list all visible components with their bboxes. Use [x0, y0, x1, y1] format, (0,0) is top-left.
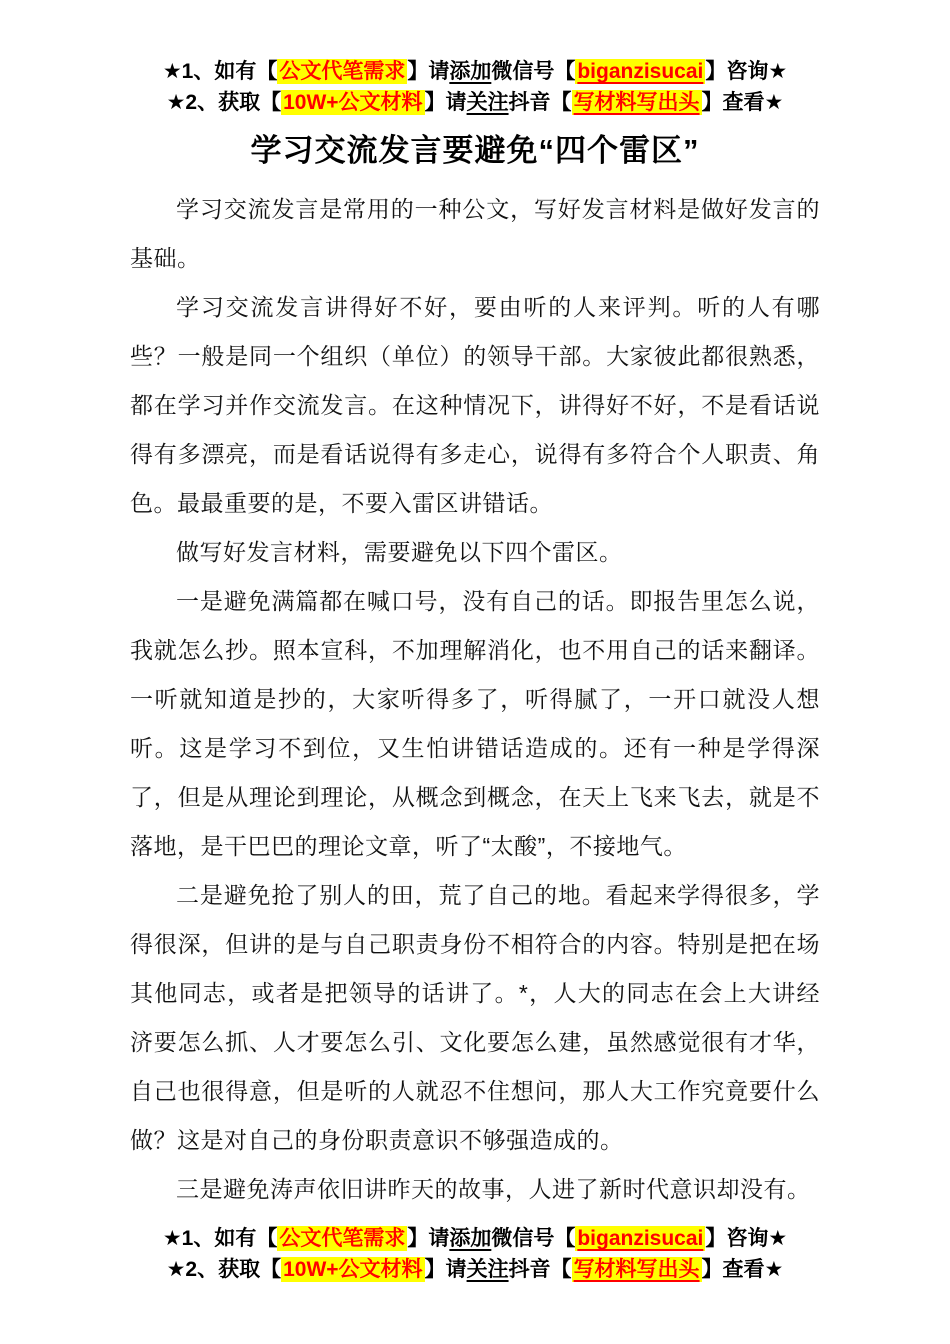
banner1-mid1: 】请 — [407, 60, 450, 83]
footer-banner — [130, 1223, 820, 1285]
banner1-service-highlight: 公文代笔需求 — [279, 1227, 406, 1250]
paragraph-1: 学习交流发言是常用的一种公文，写好发言材料是做好发言的基础。 — [130, 196, 820, 271]
banner2-douyin-name-highlight: 写材料写出头 — [573, 1258, 700, 1281]
banner2-mid1: 】请 — [424, 1258, 467, 1281]
header-banner-line-1 — [130, 56, 820, 87]
banner1-suffix: 】咨询★ — [705, 1227, 788, 1250]
paragraph-2: 学习交流发言讲得好不好，要由听的人来评判。听的人有哪些？一般是同一个组织（单位）的领导干部。大家彼此都很熟悉，都在学习并作交流发言。在这种情况下，讲得好不好，不是看话说得有多漂亮，而是看话说得有多走心，说得有多符合个人职责、角色。最最重要的是，不要入雷区讲错话。 — [130, 294, 820, 516]
paragraph-4: 一是避免满篇都在喊口号，没有自己的话。即报告里怎么说，我就怎么抄。照本宣科，不加理解消化，也不用自己的话来翻译。一听就知道是抄的，大家听得多了，听得腻了，一开口就没人想听。这是学习不到位，又生怕讲错话造成的。还有一种是学得深了，但是从理论到理论，从概念到概念，在天上飞来飞去，就是不落地，是干巴巴的理论文章，听了“太酸”，不接地气。 — [130, 588, 820, 859]
banner2-prefix: ★2、获取【 — [166, 91, 282, 114]
document-title: 学习交流发言要避免“四个雷区” — [250, 133, 700, 168]
paragraph-5: 二是避免抢了别人的田，荒了自己的地。看起来学得很多，学得很深，但讲的是与自己职责身份不相符合的内容。特别是把在场其他同志，或者是把领导的话讲了。*，人大的同志在会上大讲经济要怎么抓、人才要怎么引、文化要怎么建，虽然感觉很有才华，自己也很得意，但是听的人就忍不住想问，那人大工作究竟要什么做？这是对自己的身份职责意识不够强造成的。 — [130, 882, 820, 1153]
banner2-mid2: 抖音【 — [508, 1258, 572, 1281]
banner1-mid2: 微信号【 — [491, 60, 576, 83]
banner1-mid1: 】请 — [407, 1227, 450, 1250]
banner2-mid1: 】请 — [424, 91, 467, 114]
document-body — [130, 185, 820, 1214]
banner2-suffix: 】查看★ — [701, 1258, 784, 1281]
banner2-mid2: 抖音【 — [508, 91, 572, 114]
paragraph-3: 做写好发言材料，需要避免以下四个雷区。 — [176, 539, 623, 565]
header-banner-line-2 — [130, 87, 820, 118]
paragraph-6: 三是避免涛声依旧讲昨天的故事，人进了新时代意识却没有。 — [176, 1176, 811, 1202]
banner2-suffix: 】查看★ — [701, 91, 784, 114]
footer-banner-line-2 — [130, 1254, 820, 1285]
banner1-prefix: ★1、如有【 — [162, 1227, 278, 1250]
banner1-wechat-id-highlight: biganzisucai — [577, 60, 704, 83]
banner1-add-underlined: 添加 — [449, 1227, 492, 1250]
banner1-suffix: 】咨询★ — [705, 60, 788, 83]
banner1-add-underlined: 添加 — [449, 60, 492, 83]
banner2-prefix: ★2、获取【 — [166, 1258, 282, 1281]
banner2-follow-underlined: 关注 — [466, 91, 509, 114]
header-banner — [130, 56, 820, 118]
footer-banner-line-1 — [130, 1223, 820, 1254]
banner2-follow-underlined: 关注 — [466, 1258, 509, 1281]
banner2-material-highlight: 10W+公文材料 — [283, 91, 423, 114]
banner1-prefix: ★1、如有【 — [162, 60, 278, 83]
banner1-service-highlight: 公文代笔需求 — [279, 60, 406, 83]
banner1-wechat-id-highlight: biganzisucai — [577, 1227, 704, 1250]
banner1-mid2: 微信号【 — [491, 1227, 576, 1250]
banner2-douyin-name-highlight: 写材料写出头 — [573, 91, 700, 114]
banner2-material-highlight: 10W+公文材料 — [283, 1258, 423, 1281]
